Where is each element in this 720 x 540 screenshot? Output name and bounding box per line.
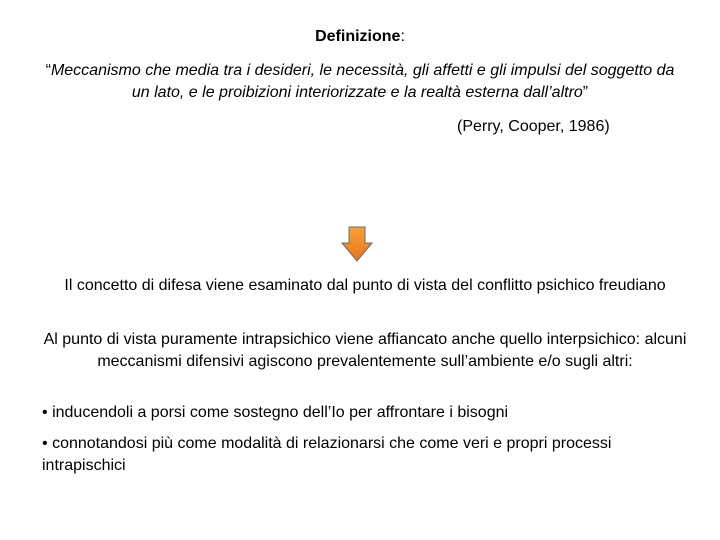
- down-arrow-icon: [341, 226, 373, 262]
- definition-colon: :: [400, 28, 405, 45]
- bullet-marker: •: [42, 404, 48, 421]
- interpsychic-statement: Al punto di vista puramente intrapsichico viene affiancato anche quello interpsichico: alcuni meccanismi difensivi agiscono prevalentemente sull’ambiente e/o sugli altri:: [43, 331, 687, 370]
- definition-quote: [40, 60, 680, 104]
- quote-open-mark: “: [45, 62, 51, 79]
- quote-text: Meccanismo che media tra i desideri, le necessità, gli affetti e gli impulsi del soggetto da un lato, e le proibizioni interiorizzate e la realtà esterna dall’altro: [50, 62, 675, 101]
- bullet-marker: •: [42, 435, 48, 452]
- definition-label: Definizione: [315, 28, 401, 45]
- quote-close-mark: ”: [582, 84, 589, 101]
- citation: (Perry, Cooper, 1986): [457, 118, 610, 135]
- bullet-item: [42, 402, 692, 424]
- bullet-text: connotandosi più come modalità di relazionarsi che come veri e propri processi intrapischici: [42, 435, 612, 474]
- bullet-text: inducendoli a porsi come sostegno dell’Io per affrontare i bisogni: [52, 404, 509, 421]
- concept-statement: Il concetto di difesa viene esaminato dal punto di vista del conflitto psichico freudiano: [64, 277, 666, 294]
- bullet-item: [42, 433, 692, 477]
- definition-heading: [0, 28, 720, 46]
